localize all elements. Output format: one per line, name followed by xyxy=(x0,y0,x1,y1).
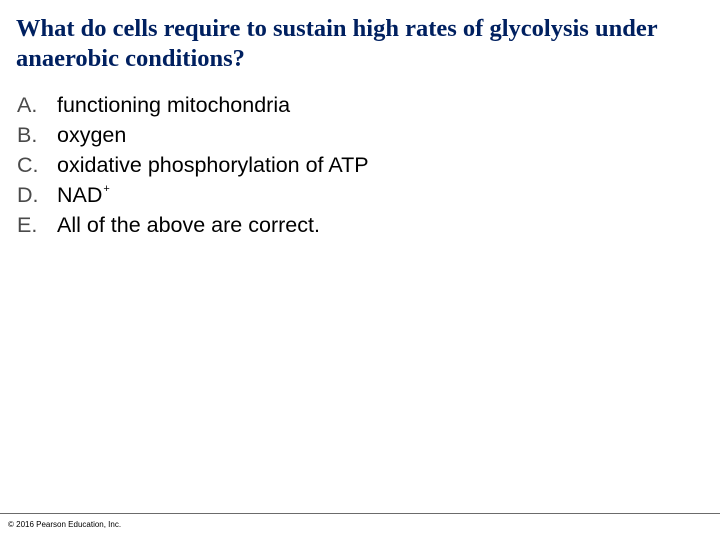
option-letter: C. xyxy=(17,153,39,177)
option-text: functioning mitochondria xyxy=(57,93,291,117)
answer-option-c[interactable] xyxy=(17,150,369,180)
option-letter: D. xyxy=(17,183,39,207)
answer-option-a[interactable] xyxy=(17,90,369,120)
question-title: What do cells require to sustain high rates of glycolysis under anaerobic conditions? xyxy=(16,15,658,72)
option-text: All of the above are correct. xyxy=(57,213,320,237)
answer-option-b[interactable] xyxy=(17,120,369,150)
option-letter: E. xyxy=(17,213,38,237)
copyright-footer: © 2016 Pearson Education, Inc. xyxy=(8,520,122,529)
option-letter: B. xyxy=(17,123,38,147)
option-text: oxygen xyxy=(57,123,127,147)
option-text-main: NAD xyxy=(57,183,103,207)
answer-option-e[interactable] xyxy=(17,210,369,240)
option-text: oxidative phosphorylation of ATP xyxy=(57,153,369,177)
answer-option-d[interactable] xyxy=(17,180,369,210)
option-superscript: + xyxy=(103,183,110,195)
option-letter: A. xyxy=(17,93,38,117)
footer-divider xyxy=(0,513,720,514)
answer-options-list xyxy=(17,90,369,240)
option-text xyxy=(57,180,110,214)
